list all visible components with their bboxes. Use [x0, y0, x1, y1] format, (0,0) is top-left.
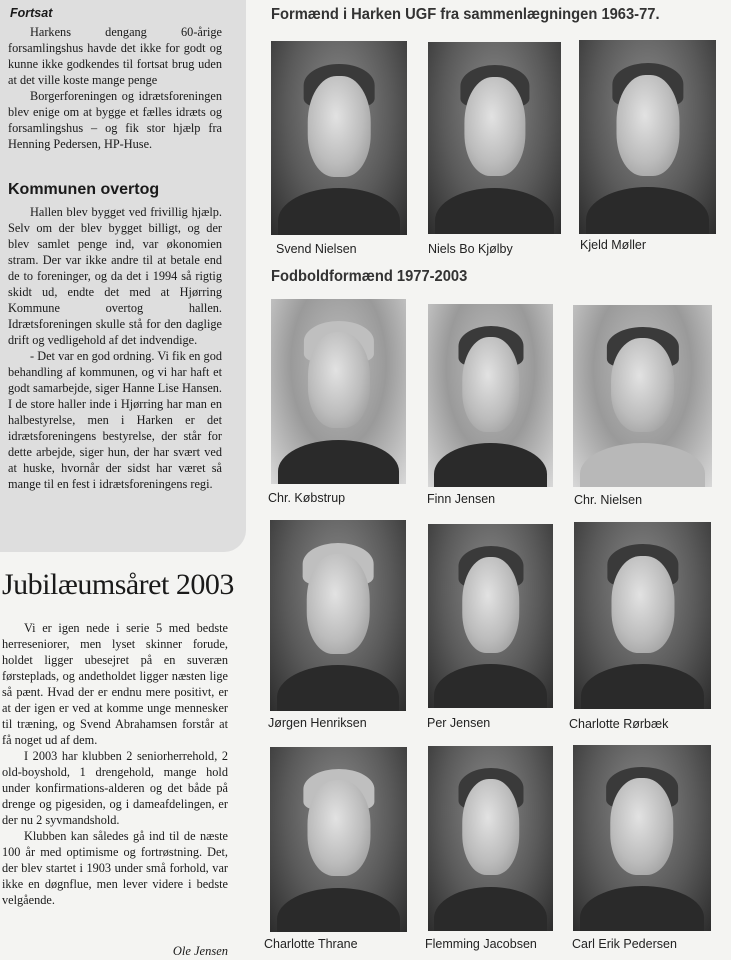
portrait-caption: Chr. Nielsen	[574, 493, 643, 507]
sidebar-box	[0, 0, 246, 552]
portrait-photo	[574, 522, 711, 709]
section-title-fodboldformaend: Fodboldformænd 1977-2003	[271, 268, 468, 285]
portrait-photo	[270, 747, 407, 932]
portrait-caption: Charlotte Thrane	[264, 937, 358, 951]
portrait-photo	[428, 304, 553, 487]
portrait-photo	[428, 42, 561, 234]
sidebar-paragraph: Hallen blev bygget ved frivillig hjælp. Selv om der blev bygget billigt, og der blev samlet penge ind, var økonomien stram. Der var ikke andre til at betale end de to foreninger, og da det i 1994 så rigtig skidt ud, endte det med at Hjørring Kommune overtog hallen. Idrætsforeningen skulle stå for den daglige drift og vedligehold af det indvendige.	[8, 205, 222, 347]
sidebar-kicker: Fortsat	[10, 6, 53, 20]
portrait-photo	[428, 524, 553, 708]
portrait-caption: Chr. Købstrup	[268, 491, 346, 505]
portrait-caption: Charlotte Rørbæk	[569, 717, 669, 731]
portrait-photo	[573, 745, 711, 931]
portrait-caption: Svend Nielsen	[276, 242, 357, 256]
sidebar-paragraph: - Det var en god ordning. Vi fik en god behandling af kommunen, og vi har haft et godt samarbejde, siger Hanne Lise Hansen. I de store haller inde i Hjørring har man en halbestyrelse, men i Harken er det idrætsforeningens bestyrelse, der står for dette arbejde, siger hun, der har svært ved at huske, hvornår der sidst har været så mange til en fest i idrætsforeningens regi.	[8, 349, 222, 491]
article-paragraph: Vi er igen nede i serie 5 med bedste herreseniorer, men lyset skinner forude, holdet ligger ubesejret på en suveræn førsteplads, og andetholdet ligger næsten lige så pænt. Hvad der er endnu mere positivt, er at der igen er ved at komme unge mennesker til træning, og Svend Abrahamsen forstår at få noget ud af dem.	[2, 621, 228, 747]
sidebar-paragraph: Harkens dengang 60-årige forsamlingshus havde det ikke for godt og kunne ikke godkendes til fortsat brug uden at det ville koste mange penge	[8, 25, 222, 87]
portrait-photo	[270, 520, 406, 711]
portrait-photo	[579, 40, 716, 234]
portrait-caption: Carl Erik Pedersen	[572, 937, 677, 951]
sidebar-intro-text	[8, 24, 222, 152]
portrait-photo	[271, 299, 406, 484]
sidebar-subheading: Kommunen overtog	[8, 181, 160, 198]
portrait-caption: Kjeld Møller	[580, 238, 646, 252]
portrait-caption: Finn Jensen	[427, 492, 496, 506]
article-body	[2, 620, 228, 908]
portrait-photo	[271, 41, 407, 235]
portrait-photo	[573, 305, 712, 487]
sidebar-body-text	[8, 204, 222, 492]
section-title-formaend: Formænd i Harken UGF fra sammenlægningen 1963-77.	[271, 6, 660, 23]
portrait-caption: Niels Bo Kjølby	[428, 242, 513, 256]
article-paragraph: I 2003 har klubben 2 seniorherrehold, 2 old-boyshold, 1 drengehold, mange hold under konfirmations-alderen og det både på drenge og pigesiden, og i dameafdelingen, er der nu 2 syvmandshold.	[2, 749, 228, 827]
portrait-caption: Per Jensen	[427, 716, 491, 730]
article-paragraph: Klubben kan således gå ind til de næste 100 år med optimisme og fortrøstning. Det, der blev startet i 1903 under små forhold, var ikke en døgnflue, men lever videre i bedste velgående.	[2, 829, 228, 907]
article-byline: Ole Jensen	[172, 944, 228, 958]
portrait-photo	[428, 746, 553, 931]
portrait-caption: Flemming Jacobsen	[425, 937, 537, 951]
article-heading: Jubilæumsåret 2003	[2, 568, 234, 601]
portrait-caption: Jørgen Henriksen	[268, 716, 367, 730]
sidebar-paragraph: Borgerforeningen og idrætsforeningen blev enige om at bygge et fælles idræts og forsamlingshus – og fik stor hjælp fra Henning Pedersen, HP-Huse.	[8, 89, 222, 151]
